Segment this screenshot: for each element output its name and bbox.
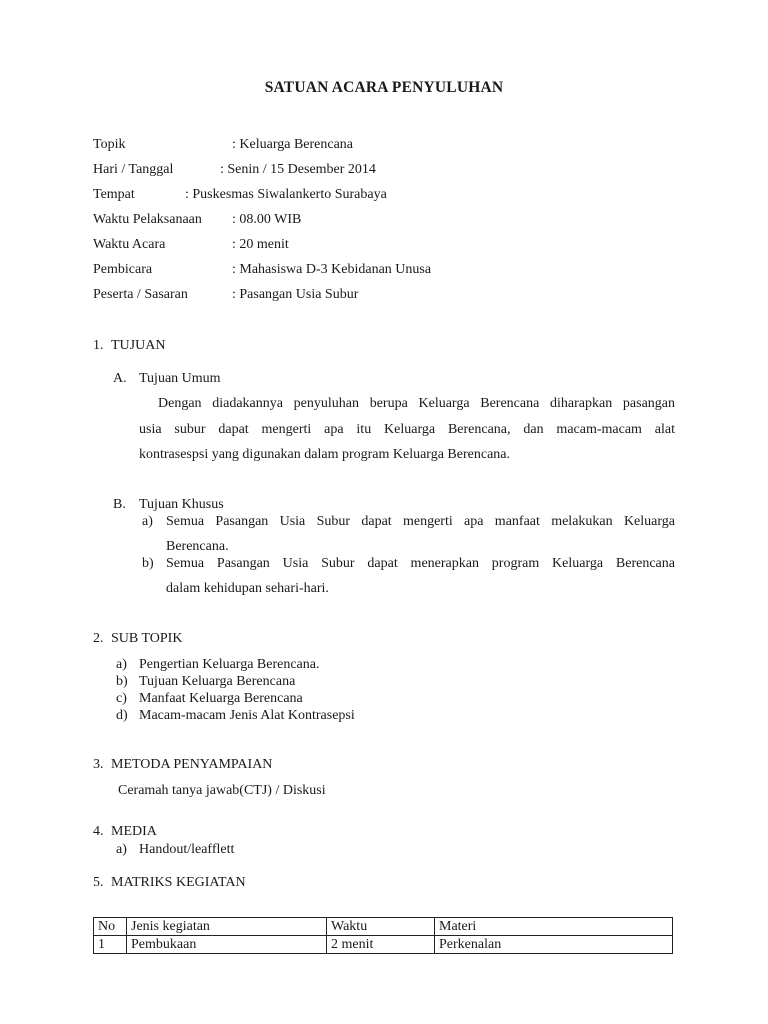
section-heading: SUB TOPIK	[111, 631, 183, 646]
info-label: Topik	[93, 137, 126, 152]
section-heading: MEDIA	[111, 824, 157, 839]
list-text: Semua Pasangan Usia Subur dapat mengerti apa manfaat melakukan Keluarga	[166, 514, 675, 529]
section-heading: METODA PENYAMPAIAN	[111, 757, 273, 772]
table-header-cell: Waktu	[327, 918, 435, 936]
list-marker: a)	[116, 842, 127, 857]
info-value: : 20 menit	[232, 237, 289, 252]
paragraph-line: Dengan diadakannya penyuluhan berupa Keluarga Berencana diharapkan pasangan	[158, 396, 675, 411]
info-value: : Senin / 15 Desember 2014	[220, 162, 376, 177]
info-label: Tempat	[93, 187, 135, 202]
table-header-cell: Jenis kegiatan	[127, 918, 327, 936]
table-header-cell: Materi	[435, 918, 673, 936]
section-number: 4.	[93, 824, 104, 839]
info-label: Pembicara	[93, 262, 153, 277]
subsection-title: Tujuan Umum	[139, 371, 221, 386]
info-label: Waktu Pelaksanaan	[93, 212, 202, 227]
subsection-letter: A.	[113, 371, 127, 386]
section-number: 3.	[93, 757, 104, 772]
section-text: Ceramah tanya jawab(CTJ) / Diskusi	[118, 783, 326, 798]
activity-table	[93, 917, 673, 954]
info-label: Hari / Tanggal	[93, 162, 174, 177]
paragraph-line: usia subur dapat mengerti apa itu Keluarga Berencana, dan macam-macam alat	[139, 422, 675, 437]
table-cell: 1	[94, 936, 127, 954]
list-marker: b)	[116, 674, 128, 689]
table-cell: Pembukaan	[127, 936, 327, 954]
paragraph-line: kontrasespsi yang digunakan dalam program Keluarga Berencana.	[139, 447, 510, 462]
list-text: Handout/leafflett	[139, 842, 235, 857]
list-text: Macam-macam Jenis Alat Kontrasepsi	[139, 708, 355, 723]
list-marker: c)	[116, 691, 127, 706]
info-value: : 08.00 WIB	[232, 212, 302, 227]
list-text: Tujuan Keluarga Berencana	[139, 674, 296, 689]
list-marker: d)	[116, 708, 128, 723]
table-cell: 2 menit	[327, 936, 435, 954]
list-text: Semua Pasangan Usia Subur dapat menerapkan program Keluarga Berencana	[166, 556, 675, 571]
table-row	[94, 936, 673, 954]
list-marker: a)	[142, 514, 153, 529]
info-label: Peserta / Sasaran	[93, 287, 188, 302]
section-heading: TUJUAN	[111, 338, 166, 353]
table-header-cell: No	[94, 918, 127, 936]
info-value: : Puskesmas Siwalankerto Surabaya	[185, 187, 387, 202]
table-header-row	[94, 918, 673, 936]
list-text: Pengertian Keluarga Berencana.	[139, 657, 320, 672]
list-text: dalam kehidupan sehari-hari.	[166, 581, 329, 596]
subsection-title: Tujuan Khusus	[139, 497, 224, 512]
document-title: SATUAN ACARA PENYULUHAN	[264, 79, 504, 96]
section-heading: MATRIKS KEGIATAN	[111, 875, 246, 890]
info-value: : Keluarga Berencana	[232, 137, 354, 152]
info-value: : Mahasiswa D-3 Kebidanan Unusa	[232, 262, 432, 277]
section-number: 5.	[93, 875, 104, 890]
list-text: Manfaat Keluarga Berencana	[139, 691, 303, 706]
table-cell: Perkenalan	[435, 936, 673, 954]
section-number: 2.	[93, 631, 104, 646]
info-label: Waktu Acara	[93, 237, 166, 252]
list-marker: a)	[116, 657, 127, 672]
subsection-letter: B.	[113, 497, 126, 512]
list-text: Berencana.	[166, 539, 229, 554]
list-marker: b)	[142, 556, 154, 571]
info-value: : Pasangan Usia Subur	[232, 287, 359, 302]
section-number: 1.	[93, 338, 104, 353]
